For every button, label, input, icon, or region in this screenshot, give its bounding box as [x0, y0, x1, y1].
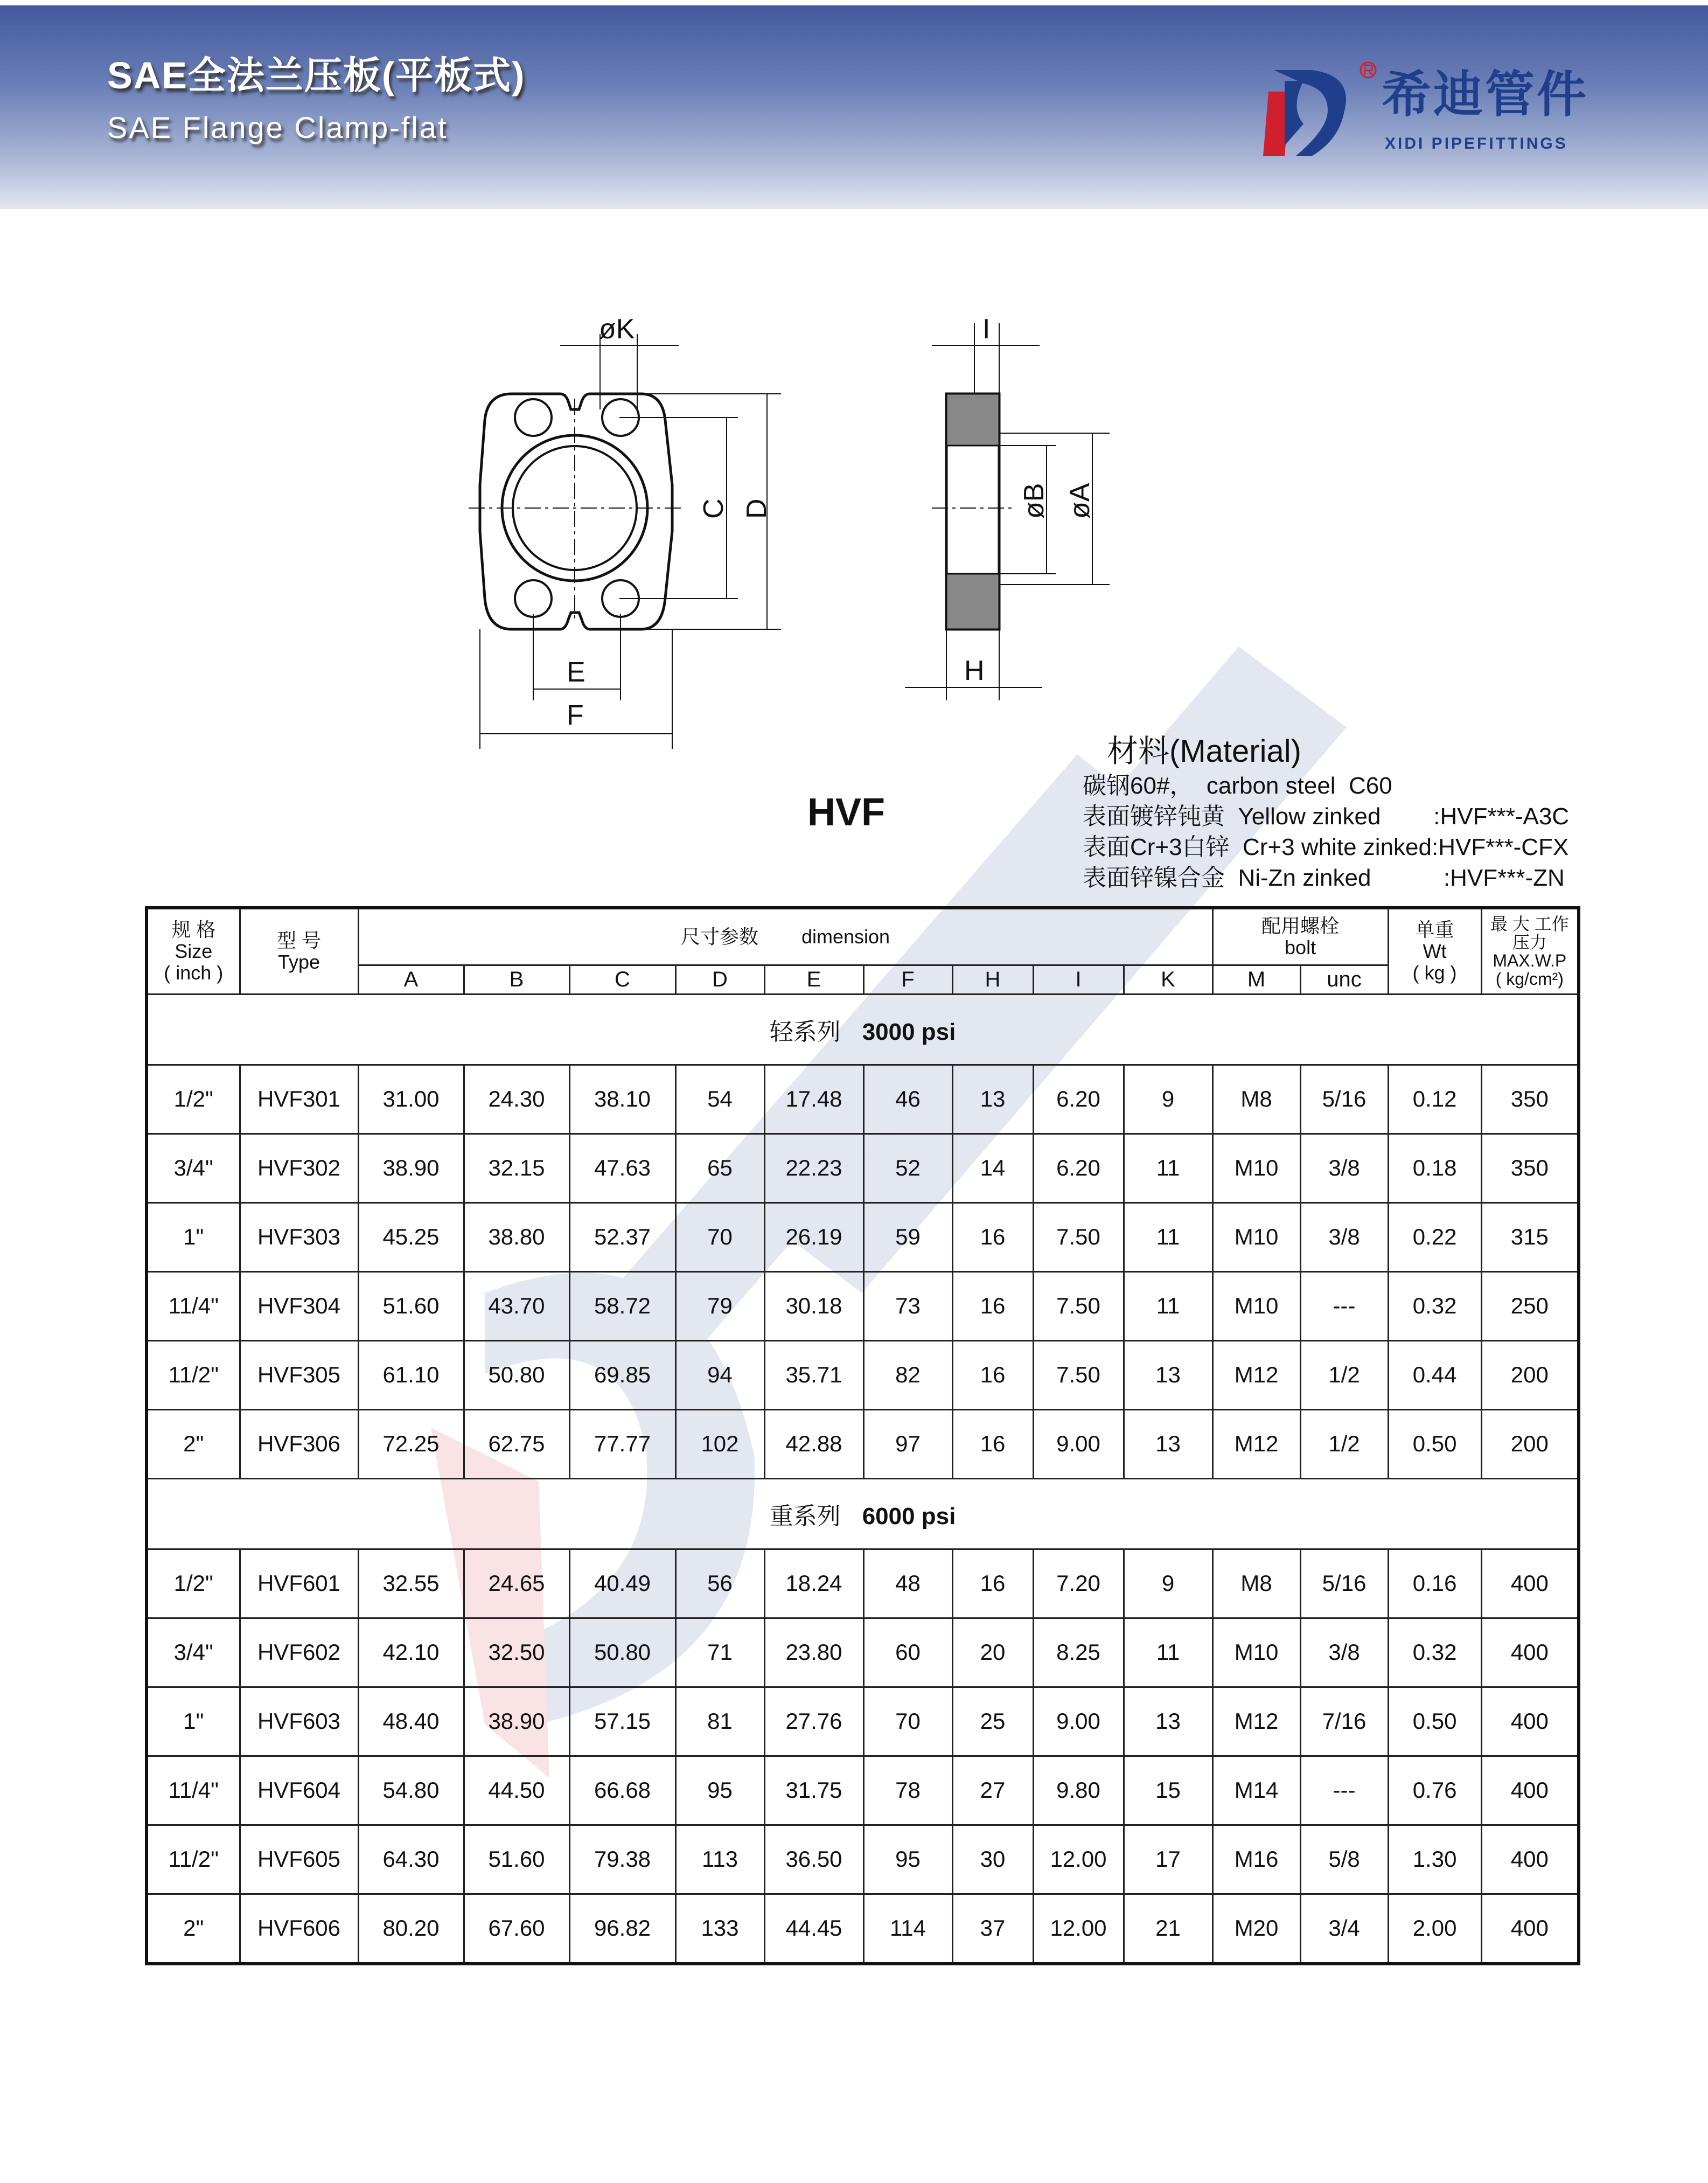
- table-row: [147, 1134, 1579, 1202]
- table-cell: 12.00: [1033, 1894, 1124, 1964]
- table-cell: 67.60: [464, 1894, 569, 1964]
- dim-label-f: F: [567, 700, 584, 731]
- table-row: [147, 1549, 1579, 1618]
- section-row: [147, 994, 1579, 1065]
- table-cell: 58.72: [569, 1271, 675, 1340]
- table-cell: 11/2": [147, 1340, 240, 1409]
- table-row: [147, 1271, 1579, 1340]
- table-cell: 96.82: [569, 1894, 675, 1964]
- dim-label-b: øB: [1019, 483, 1050, 519]
- table-cell: 21: [1124, 1894, 1212, 1964]
- table-cell: 0.22: [1388, 1202, 1481, 1271]
- table-cell: 6.20: [1033, 1134, 1124, 1202]
- dim-label-h: H: [964, 655, 985, 686]
- table-cell: HVF303: [240, 1202, 358, 1271]
- table-cell: 24.30: [464, 1065, 569, 1134]
- table-cell: 61.10: [358, 1340, 464, 1409]
- table-cell: 0.76: [1388, 1756, 1481, 1825]
- table-cell: 3/4": [147, 1134, 240, 1202]
- table-cell: 81: [675, 1687, 764, 1756]
- table-cell: 11: [1124, 1618, 1212, 1687]
- table-cell: 71: [675, 1618, 764, 1687]
- table-cell: 31.00: [358, 1065, 464, 1134]
- table-cell: 30: [952, 1825, 1033, 1894]
- table-cell: 38.80: [464, 1202, 569, 1271]
- table-cell: 57.15: [569, 1687, 675, 1756]
- page-title-en: SAE Flange Clamp-flat: [107, 110, 448, 144]
- table-cell: 3/4: [1300, 1894, 1388, 1964]
- table-cell: HVF302: [240, 1134, 358, 1202]
- table-cell: 11/2": [147, 1825, 240, 1894]
- table-cell: 45.25: [358, 1202, 464, 1271]
- table-cell: M16: [1212, 1825, 1300, 1894]
- table-cell: M12: [1212, 1687, 1300, 1756]
- table-cell: 6.20: [1033, 1065, 1124, 1134]
- table-row: [147, 1825, 1579, 1894]
- table-cell: 73: [863, 1271, 952, 1340]
- subheader-a: A: [358, 965, 464, 994]
- table-cell: 62.75: [464, 1409, 569, 1478]
- table-cell: M10: [1212, 1618, 1300, 1687]
- table-cell: 7.50: [1033, 1340, 1124, 1409]
- table-cell: 7.20: [1033, 1549, 1124, 1618]
- logo-text-cn: 希迪管件: [1382, 67, 1589, 122]
- table-cell: M12: [1212, 1340, 1300, 1409]
- table-cell: 32.15: [464, 1134, 569, 1202]
- table-cell: 400: [1481, 1756, 1579, 1825]
- table-cell: 315: [1481, 1202, 1579, 1271]
- table-cell: M14: [1212, 1756, 1300, 1825]
- table-cell: 59: [863, 1202, 952, 1271]
- table-cell: 80.20: [358, 1894, 464, 1964]
- table-cell: 44.45: [764, 1894, 863, 1964]
- table-cell: 27: [952, 1756, 1033, 1825]
- table-cell: ---: [1300, 1271, 1388, 1340]
- table-cell: 79: [675, 1271, 764, 1340]
- table-cell: 2.00: [1388, 1894, 1481, 1964]
- section-row: [147, 1478, 1579, 1549]
- table-cell: 3/8: [1300, 1202, 1388, 1271]
- table-cell: 69.85: [569, 1340, 675, 1409]
- table-cell: 20: [952, 1618, 1033, 1687]
- table-cell: 36.50: [764, 1825, 863, 1894]
- subheader-m: M: [1212, 965, 1300, 994]
- table-cell: 16: [952, 1340, 1033, 1409]
- material-line: 碳钢60#， carbon steel C60: [1083, 773, 1392, 799]
- table-cell: 0.16: [1388, 1549, 1481, 1618]
- table-cell: 5/8: [1300, 1825, 1388, 1894]
- table-row: [147, 1618, 1579, 1687]
- table-row: [147, 1894, 1579, 1964]
- material-title: 材料(Material): [1107, 734, 1301, 769]
- table-cell: 3/8: [1300, 1134, 1388, 1202]
- table-cell: 1/2": [147, 1549, 240, 1618]
- table-cell: HVF605: [240, 1825, 358, 1894]
- subheader-unc: unc: [1300, 965, 1388, 994]
- table-cell: 113: [675, 1825, 764, 1894]
- subheader-f: F: [863, 965, 952, 994]
- table-cell: 400: [1481, 1687, 1579, 1756]
- material-line: 表面锌镍合金 Ni-Zn zinked :HVF***-ZN: [1083, 865, 1565, 891]
- table-cell: 38.10: [569, 1065, 675, 1134]
- table-cell: HVF306: [240, 1409, 358, 1478]
- table-cell: 9: [1124, 1065, 1212, 1134]
- table-cell: 43.70: [464, 1271, 569, 1340]
- table-cell: 13: [1124, 1340, 1212, 1409]
- table-cell: 5/16: [1300, 1065, 1388, 1134]
- table-cell: 48.40: [358, 1687, 464, 1756]
- table-cell: 13: [1124, 1687, 1212, 1756]
- table-cell: HVF604: [240, 1756, 358, 1825]
- table-cell: 15: [1124, 1756, 1212, 1825]
- table-cell: M10: [1212, 1202, 1300, 1271]
- model-name: HVF: [807, 791, 885, 834]
- table-cell: 48: [863, 1549, 952, 1618]
- table-cell: 35.71: [764, 1340, 863, 1409]
- table-cell: 7.50: [1033, 1202, 1124, 1271]
- table-cell: M20: [1212, 1894, 1300, 1964]
- table-cell: 3/8: [1300, 1618, 1388, 1687]
- table-cell: 31.75: [764, 1756, 863, 1825]
- table-cell: 70: [863, 1687, 952, 1756]
- table-cell: 56: [675, 1549, 764, 1618]
- table-cell: 18.24: [764, 1549, 863, 1618]
- table-cell: 38.90: [358, 1134, 464, 1202]
- table-cell: ---: [1300, 1756, 1388, 1825]
- table-cell: M12: [1212, 1409, 1300, 1478]
- table-cell: 7.50: [1033, 1271, 1124, 1340]
- header-weight: 单重 Wt ( kg ): [1388, 908, 1481, 994]
- table-cell: 0.50: [1388, 1409, 1481, 1478]
- table-cell: HVF602: [240, 1618, 358, 1687]
- table-cell: 60: [863, 1618, 952, 1687]
- table-cell: 78: [863, 1756, 952, 1825]
- section-label-cn: 重系列: [769, 1503, 841, 1530]
- table-cell: 17.48: [764, 1065, 863, 1134]
- table-cell: 17: [1124, 1825, 1212, 1894]
- header-size: 规 格 Size ( inch ): [147, 908, 240, 994]
- table-cell: 11: [1124, 1202, 1212, 1271]
- table-cell: 9: [1124, 1549, 1212, 1618]
- table-row: [147, 1202, 1579, 1271]
- table-cell: 32.55: [358, 1549, 464, 1618]
- subheader-d: D: [675, 965, 764, 994]
- table-cell: 44.50: [464, 1756, 569, 1825]
- table-cell: 350: [1481, 1134, 1579, 1202]
- section-label-en: 3000 psi: [862, 1018, 956, 1045]
- table-cell: 97: [863, 1409, 952, 1478]
- table-row: [147, 1340, 1579, 1409]
- table-row: [147, 1687, 1579, 1756]
- table-cell: 200: [1481, 1409, 1579, 1478]
- table-cell: 50.80: [569, 1618, 675, 1687]
- header-max-pressure: 最 大 工作压力 MAX.W.P ( kg/cm²): [1481, 908, 1579, 994]
- table-cell: 1/2": [147, 1065, 240, 1134]
- table-cell: 64.30: [358, 1825, 464, 1894]
- table-cell: 82: [863, 1340, 952, 1409]
- table-cell: 94: [675, 1340, 764, 1409]
- table-cell: 42.88: [764, 1409, 863, 1478]
- table-cell: 77.77: [569, 1409, 675, 1478]
- table-cell: 52.37: [569, 1202, 675, 1271]
- table-row: [147, 1065, 1579, 1134]
- table-cell: 32.50: [464, 1618, 569, 1687]
- table-row: [147, 1409, 1579, 1478]
- section-label-cn: 轻系列: [769, 1018, 841, 1045]
- table-cell: 0.18: [1388, 1134, 1481, 1202]
- table-cell: HVF304: [240, 1271, 358, 1340]
- section-label: [147, 994, 1579, 1065]
- dim-label-k: øK: [599, 314, 635, 345]
- table-cell: 25: [952, 1687, 1033, 1756]
- table-cell: HVF606: [240, 1894, 358, 1964]
- table-cell: 46: [863, 1065, 952, 1134]
- table-cell: 13: [952, 1065, 1033, 1134]
- table-cell: 30.18: [764, 1271, 863, 1340]
- table-cell: 1": [147, 1202, 240, 1271]
- table-cell: HVF603: [240, 1687, 358, 1756]
- technical-drawing: [0, 0, 1708, 781]
- subheader-b: B: [464, 965, 569, 994]
- table-cell: 47.63: [569, 1134, 675, 1202]
- table-cell: HVF301: [240, 1065, 358, 1134]
- table-cell: 50.80: [464, 1340, 569, 1409]
- table-row: [147, 1756, 1579, 1825]
- table-cell: 8.25: [1033, 1618, 1124, 1687]
- table-cell: M8: [1212, 1065, 1300, 1134]
- table-cell: 11/4": [147, 1271, 240, 1340]
- table-cell: 9.00: [1033, 1409, 1124, 1478]
- table-cell: 23.80: [764, 1618, 863, 1687]
- dim-label-d: D: [741, 498, 772, 519]
- table-cell: 65: [675, 1134, 764, 1202]
- spec-table: [145, 906, 1580, 1965]
- table-cell: 22.23: [764, 1134, 863, 1202]
- table-cell: 16: [952, 1202, 1033, 1271]
- table-cell: 95: [863, 1825, 952, 1894]
- table-cell: 24.65: [464, 1549, 569, 1618]
- table-cell: 250: [1481, 1271, 1579, 1340]
- table-cell: M8: [1212, 1549, 1300, 1618]
- table-cell: 14: [952, 1134, 1033, 1202]
- table-cell: 11: [1124, 1271, 1212, 1340]
- header-bolt: 配用螺栓 bolt: [1212, 908, 1388, 965]
- table-cell: 79.38: [569, 1825, 675, 1894]
- table-cell: 0.50: [1388, 1687, 1481, 1756]
- table-cell: 1/2: [1300, 1340, 1388, 1409]
- table-cell: 9.80: [1033, 1756, 1124, 1825]
- header-dimension: 尺寸参数 dimension: [358, 908, 1212, 965]
- table-cell: 400: [1481, 1825, 1579, 1894]
- table-cell: 400: [1481, 1894, 1579, 1964]
- subheader-k: K: [1124, 965, 1212, 994]
- subheader-h: H: [952, 965, 1033, 994]
- table-cell: 27.76: [764, 1687, 863, 1756]
- table-cell: 51.60: [358, 1271, 464, 1340]
- table-cell: 66.68: [569, 1756, 675, 1825]
- table-cell: 51.60: [464, 1825, 569, 1894]
- table-cell: M10: [1212, 1134, 1300, 1202]
- table-cell: 102: [675, 1409, 764, 1478]
- header-type: 型 号 Type: [240, 908, 358, 994]
- material-line: 表面镀锌钝黄 Yellow zinked :HVF***-A3C: [1083, 803, 1570, 830]
- subheader-c: C: [569, 965, 675, 994]
- material-info: [1083, 733, 1569, 893]
- side-view: [905, 314, 1110, 700]
- table-cell: 52: [863, 1134, 952, 1202]
- table-cell: 0.12: [1388, 1065, 1481, 1134]
- table-cell: 2": [147, 1409, 240, 1478]
- table-cell: HVF305: [240, 1340, 358, 1409]
- table-cell: 133: [675, 1894, 764, 1964]
- table-cell: 0.44: [1388, 1340, 1481, 1409]
- table-cell: 3/4": [147, 1618, 240, 1687]
- section-label-en: 6000 psi: [862, 1503, 956, 1530]
- dim-label-c: C: [698, 498, 729, 519]
- material-line: 表面Cr+3白锌 Cr+3 white zinked:HVF***-CFX: [1083, 834, 1569, 860]
- subheader-e: E: [764, 965, 863, 994]
- table-cell: 1": [147, 1687, 240, 1756]
- table-cell: M10: [1212, 1271, 1300, 1340]
- dim-label-e: E: [567, 657, 585, 688]
- table-cell: 42.10: [358, 1618, 464, 1687]
- table-cell: 54: [675, 1065, 764, 1134]
- table-cell: 2": [147, 1894, 240, 1964]
- table-cell: 200: [1481, 1340, 1579, 1409]
- table-cell: 400: [1481, 1549, 1579, 1618]
- table-cell: 72.25: [358, 1409, 464, 1478]
- dim-label-i: I: [982, 314, 991, 345]
- table-cell: 7/16: [1300, 1687, 1388, 1756]
- table-cell: 54.80: [358, 1756, 464, 1825]
- table-cell: 0.32: [1388, 1618, 1481, 1687]
- table-cell: 40.49: [569, 1549, 675, 1618]
- table-cell: 13: [1124, 1409, 1212, 1478]
- section-label: [147, 1478, 1579, 1549]
- table-cell: 70: [675, 1202, 764, 1271]
- table-cell: 16: [952, 1409, 1033, 1478]
- table-cell: 38.90: [464, 1687, 569, 1756]
- table-cell: 114: [863, 1894, 952, 1964]
- subheader-i: I: [1033, 965, 1124, 994]
- dim-label-a: øA: [1064, 483, 1096, 519]
- table-cell: 26.19: [764, 1202, 863, 1271]
- table-cell: 95: [675, 1756, 764, 1825]
- table-cell: 5/16: [1300, 1549, 1388, 1618]
- table-cell: HVF601: [240, 1549, 358, 1618]
- logo-text-en: XIDI PIPEFITTINGS: [1385, 135, 1568, 152]
- table-cell: 16: [952, 1549, 1033, 1618]
- table-cell: 11: [1124, 1134, 1212, 1202]
- page-title-cn: SAE全法兰压板(平板式): [107, 54, 526, 96]
- table-cell: 11/4": [147, 1756, 240, 1825]
- table-cell: 1/2: [1300, 1409, 1388, 1478]
- table-cell: 350: [1481, 1065, 1579, 1134]
- table-cell: 400: [1481, 1618, 1579, 1687]
- table-cell: 37: [952, 1894, 1033, 1964]
- table-cell: 0.32: [1388, 1271, 1481, 1340]
- table-cell: 1.30: [1388, 1825, 1481, 1894]
- front-view: [469, 314, 781, 749]
- table-cell: 12.00: [1033, 1825, 1124, 1894]
- table-cell: 9.00: [1033, 1687, 1124, 1756]
- table-cell: 16: [952, 1271, 1033, 1340]
